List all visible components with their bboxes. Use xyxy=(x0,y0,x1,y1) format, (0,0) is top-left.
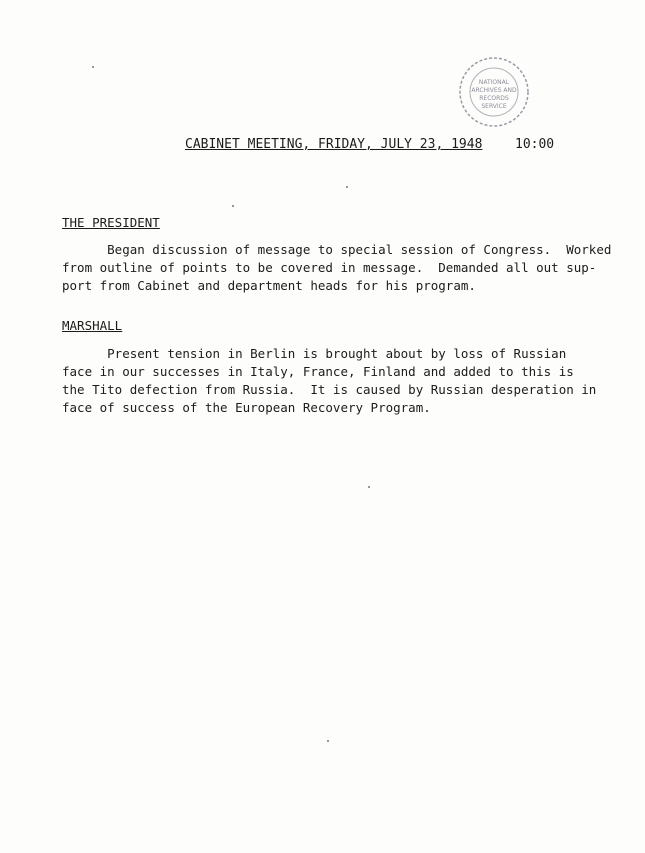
paper-speck xyxy=(92,66,94,68)
paper-speck xyxy=(346,186,348,188)
body-line: face of success of the European Recovery Program. xyxy=(62,400,431,415)
meeting-title: CABINET MEETING, FRIDAY, JULY 23, 1948 xyxy=(185,137,483,152)
svg-text:ARCHIVES AND: ARCHIVES AND xyxy=(471,87,517,94)
svg-text:NATIONAL: NATIONAL xyxy=(478,79,510,86)
body-line: face in our successes in Italy, France, Finland and added to this is xyxy=(62,364,574,379)
body-line: from outline of points to be covered in message. Demanded all out sup- xyxy=(62,260,597,275)
paper-speck xyxy=(368,486,370,488)
archives-stamp-icon xyxy=(456,54,532,130)
svg-text:SERVICE: SERVICE xyxy=(481,103,507,110)
svg-text:RECORDS: RECORDS xyxy=(479,95,509,102)
paper-speck xyxy=(327,740,329,742)
paper-speck xyxy=(232,205,234,207)
section-heading-marshall: MARSHALL xyxy=(62,318,123,333)
meeting-time: 10:00 xyxy=(515,137,555,152)
body-line: Began discussion of message to special session of Congress. Worked xyxy=(62,242,612,257)
section-body-marshall xyxy=(62,345,602,417)
body-line: port from Cabinet and department heads for his program. xyxy=(62,278,476,293)
section-body-president xyxy=(62,241,612,295)
body-line: the Tito defection from Russia. It is caused by Russian desperation in xyxy=(62,382,597,397)
section-heading-president: THE PRESIDENT xyxy=(62,215,160,230)
body-line: Present tension in Berlin is brought about by loss of Russian xyxy=(62,346,567,361)
